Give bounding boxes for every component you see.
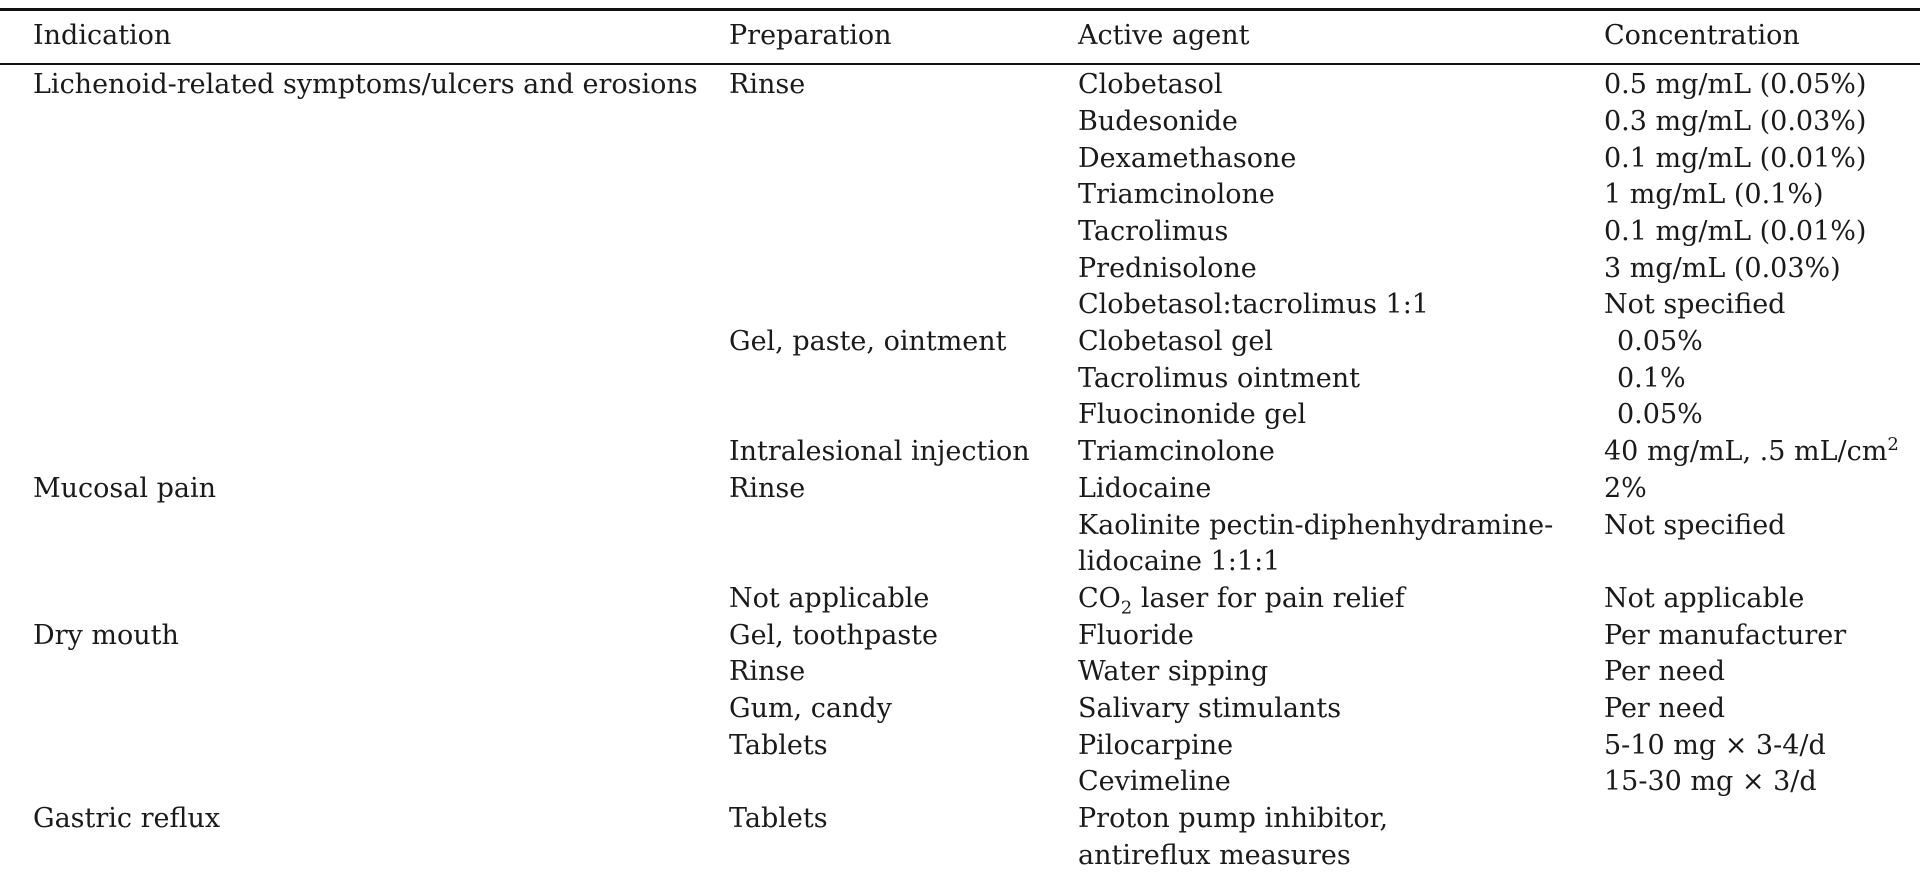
cell-concentration: 0.1% bbox=[1617, 363, 1686, 394]
cell-concentration: 1 mg/mL (0.1%) bbox=[1604, 179, 1824, 210]
cell-concentration bbox=[1604, 434, 1899, 471]
table-header-rule bbox=[0, 63, 1920, 65]
cell-agent: Triamcinolone bbox=[1078, 436, 1275, 467]
cell-concentration: Not specified bbox=[1604, 510, 1786, 541]
cell-agent: Clobetasol bbox=[1078, 69, 1223, 100]
cell-agent: Clobetasol:tacrolimus 1:1 bbox=[1078, 289, 1429, 320]
cell-concentration: Not applicable bbox=[1604, 583, 1805, 614]
cell-concentration: 5-10 mg × 3-4/d bbox=[1604, 730, 1826, 761]
cell-agent: Dexamethasone bbox=[1078, 143, 1297, 174]
cell-agent: antireflux measures bbox=[1078, 840, 1351, 871]
cell-indication: Mucosal pain bbox=[33, 473, 216, 504]
agent-text: CO bbox=[1078, 583, 1121, 614]
cell-concentration: Per manufacturer bbox=[1604, 620, 1847, 651]
agent-text-rest: laser for pain relief bbox=[1132, 583, 1405, 614]
cell-preparation: Rinse bbox=[729, 69, 806, 100]
cell-agent: Tacrolimus ointment bbox=[1078, 363, 1360, 394]
header-active-agent: Active agent bbox=[1078, 20, 1250, 51]
table-top-rule bbox=[0, 8, 1920, 11]
cell-concentration: Not specified bbox=[1604, 289, 1786, 320]
cell-concentration: Per need bbox=[1604, 693, 1726, 724]
cell-agent: Tacrolimus bbox=[1078, 216, 1229, 247]
cell-agent: Fluoride bbox=[1078, 620, 1194, 651]
cell-concentration: Per need bbox=[1604, 656, 1726, 687]
cell-agent: Prednisolone bbox=[1078, 253, 1257, 284]
header-preparation: Preparation bbox=[729, 20, 892, 51]
cell-agent: Cevimeline bbox=[1078, 766, 1231, 797]
cell-agent: Triamcinolone bbox=[1078, 179, 1275, 210]
cell-preparation: Gel, toothpaste bbox=[729, 620, 939, 651]
cell-agent: Clobetasol gel bbox=[1078, 326, 1273, 357]
cell-concentration: 0.05% bbox=[1617, 399, 1703, 430]
cell-concentration: 0.1 mg/mL (0.01%) bbox=[1604, 216, 1867, 247]
cell-preparation: Gel, paste, ointment bbox=[729, 326, 1007, 357]
cell-preparation: Rinse bbox=[729, 656, 806, 687]
cell-agent: lidocaine 1:1:1 bbox=[1078, 546, 1281, 577]
cell-preparation: Tablets bbox=[729, 730, 828, 761]
cell-indication: Lichenoid-related symptoms/ulcers and erosions bbox=[33, 69, 698, 100]
concentration-text: 40 mg/mL, .5 mL/cm bbox=[1604, 436, 1888, 467]
cell-concentration: 0.3 mg/mL (0.03%) bbox=[1604, 106, 1867, 137]
cell-concentration: 2% bbox=[1604, 473, 1647, 504]
cell-preparation: Gum, candy bbox=[729, 693, 892, 724]
superscript: 2 bbox=[1887, 434, 1899, 455]
cell-indication: Gastric reflux bbox=[33, 803, 221, 834]
cell-concentration: 0.05% bbox=[1617, 326, 1703, 357]
cell-agent: Proton pump inhibitor, bbox=[1078, 803, 1389, 834]
cell-agent: Budesonide bbox=[1078, 106, 1238, 137]
cell-preparation: Tablets bbox=[729, 803, 828, 834]
subscript: 2 bbox=[1120, 597, 1133, 619]
cell-agent: Lidocaine bbox=[1078, 473, 1212, 504]
cell-indication: Dry mouth bbox=[33, 620, 179, 651]
cell-concentration: 0.5 mg/mL (0.05%) bbox=[1604, 69, 1867, 100]
cell-agent: Salivary stimulants bbox=[1078, 693, 1342, 724]
header-concentration: Concentration bbox=[1604, 20, 1800, 51]
cell-agent: Pilocarpine bbox=[1078, 730, 1234, 761]
cell-concentration: 3 mg/mL (0.03%) bbox=[1604, 253, 1841, 284]
cell-preparation: Intralesional injection bbox=[729, 436, 1030, 467]
cell-agent bbox=[1078, 581, 1405, 618]
cell-preparation: Rinse bbox=[729, 473, 806, 504]
header-indication: Indication bbox=[33, 20, 172, 51]
cell-preparation: Not applicable bbox=[729, 583, 930, 614]
cell-concentration: 0.1 mg/mL (0.01%) bbox=[1604, 143, 1867, 174]
cell-agent: Water sipping bbox=[1078, 656, 1269, 687]
cell-concentration: 15-30 mg × 3/d bbox=[1604, 766, 1817, 797]
cell-agent: Kaolinite pectin-diphenhydramine- bbox=[1078, 510, 1554, 541]
cell-agent: Fluocinonide gel bbox=[1078, 399, 1307, 430]
